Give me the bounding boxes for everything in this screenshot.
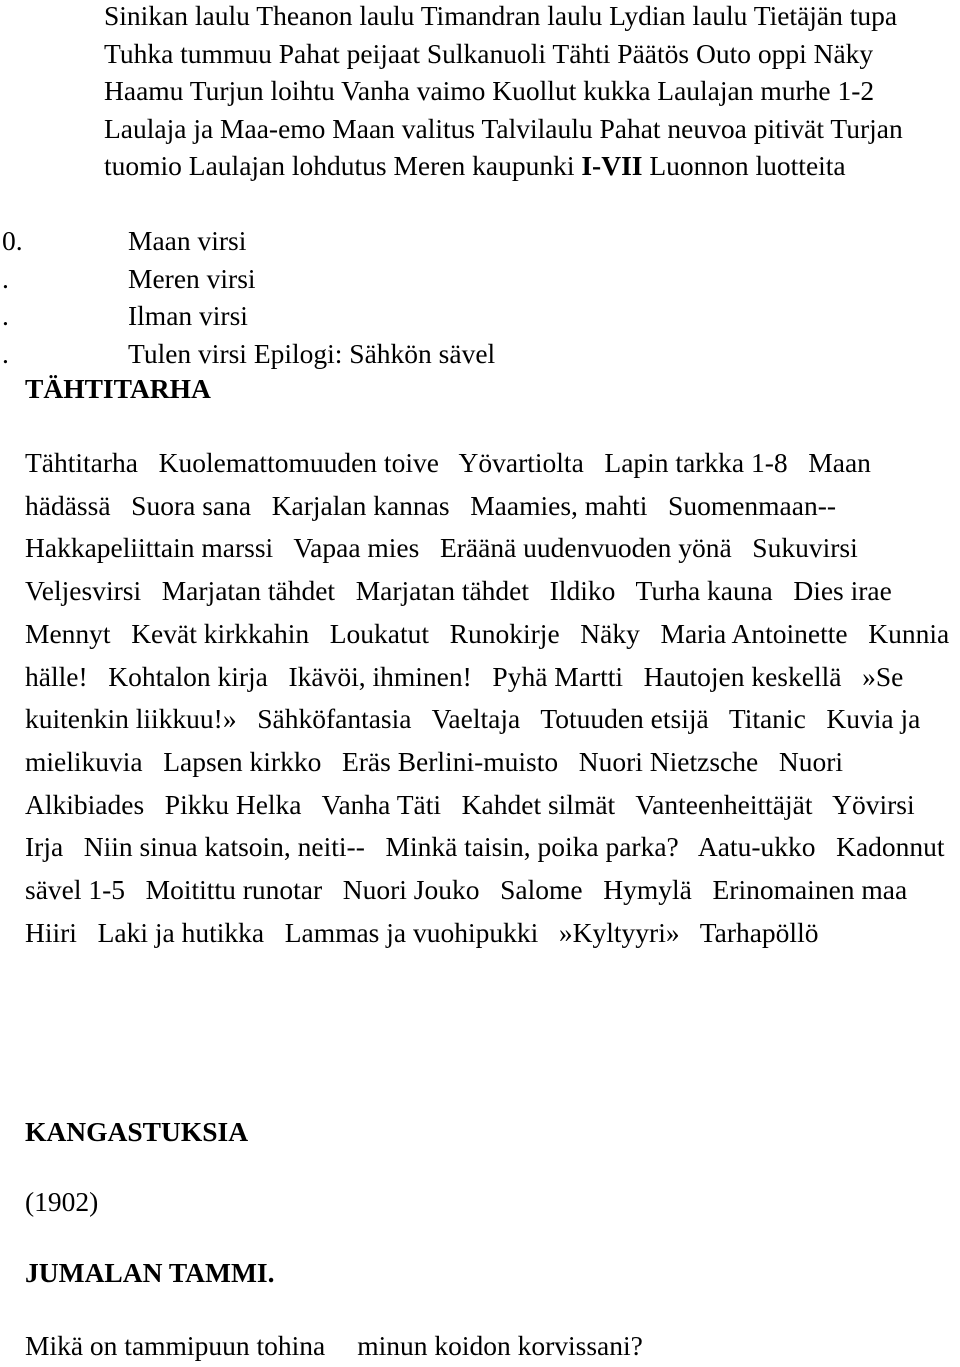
poem-title: Vaeltaja	[431, 703, 521, 735]
poem-title: Hakkapeliittain marssi	[25, 532, 274, 564]
poem-title: Marjatan tähdet	[161, 575, 336, 607]
poem-title: Mennyt	[25, 617, 111, 649]
list-item-number: .	[2, 337, 9, 369]
poem-title: Karjalan kannas	[271, 489, 450, 521]
section-heading-kangastuksia: KANGASTUKSIA	[25, 1116, 249, 1147]
poem-title: Hiiri	[25, 916, 77, 948]
intro-paragraph	[104, 0, 954, 185]
poem-title: Turha kauna	[635, 575, 773, 607]
poem-first-line	[25, 1330, 643, 1362]
publication-year: (1902)	[25, 1186, 99, 1217]
poem-title: Pikku Helka	[164, 788, 302, 820]
section-heading-tahtitarha: TÄHTITARHA	[25, 373, 211, 404]
intro-bold-numerals: I-VII	[581, 150, 643, 181]
poem-title: Dies irae	[793, 575, 892, 607]
poem-title: Nuori Nietzsche	[578, 745, 759, 777]
poem-title: Aatu-ukko	[697, 831, 816, 863]
poem-title: Kunnia hälle!	[25, 617, 957, 692]
list-item-text: Ilman virsi	[128, 300, 248, 331]
poem-line-part-1: Mikä on tammipuun tohina	[25, 1330, 326, 1361]
poem-title: Sähköfantasia	[257, 703, 412, 735]
poem-title: Hymylä	[603, 874, 692, 906]
poem-title: Ildiko	[549, 575, 616, 607]
poem-title: Vanha Täti	[321, 788, 442, 820]
poem-title: Runokirje	[449, 617, 560, 649]
poem-title: »Kyltyyri»	[558, 916, 680, 948]
poem-title: Minkä taisin, poika parka?	[385, 831, 679, 863]
poem-title: Maamies, mahti	[470, 489, 648, 521]
poem-title: Eräänä uudenvuoden yönä	[439, 532, 732, 564]
poem-title: Kuolemattomuuden toive	[158, 447, 439, 478]
poem-title: Eräs Berlini-muisto	[341, 745, 559, 777]
intro-text-start: Sinikan laulu Theanon laulu Timandran laulu Lydian laulu Tietäjän tupa Tuhka tummuu Pahat peijaat Sulkanuoli Tähti Päätös Outo oppi Näky Haamu Turjun loihtu Vanha vaimo Kuollut kukka Laulajan murhe 1-2 Laulaja ja Maa-emo Maan valitus Talvilaulu Pahat neuvoa pitivät Turjan tuomio Laulajan lohdutus Meren kaupunki	[104, 0, 903, 181]
poem-title: Salome	[500, 874, 583, 906]
poem-title: Tarhapöllö	[699, 916, 819, 948]
list-item-text: Meren virsi	[128, 262, 256, 294]
poem-title: Marjatan tähdet	[355, 575, 530, 607]
poem-title: Yövartiolta	[458, 447, 584, 478]
list-item-text: Maan virsi	[128, 225, 247, 256]
poem-title: Maan hädässä	[25, 447, 878, 521]
poem-line-part-2: minun koidon korvissani?	[357, 1330, 643, 1361]
list-item-number: 0.	[2, 225, 23, 256]
poem-title: Ikävöi, ihminen!	[288, 660, 472, 692]
poem-title: Pyhä Martti	[492, 660, 624, 692]
poem-title: Kohtalon kirja	[108, 660, 268, 692]
poem-title: Vanteenheittäjät	[635, 788, 813, 820]
poem-title: Loukatut	[329, 617, 430, 649]
poem-title: Sukuvirsi	[752, 532, 858, 564]
list-item-number: .	[2, 262, 9, 294]
poem-title: Lapin tarkka 1-8	[604, 447, 788, 478]
poem-title: Irja	[25, 831, 64, 863]
poem-title: Laki ja hutikka	[97, 916, 265, 948]
poem-title: Titanic	[728, 703, 806, 735]
poem-title: Veljesvirsi	[25, 575, 142, 607]
poem-title: Moitittu runotar	[145, 874, 323, 906]
poem-title: Kuvia ja mielikuvia	[25, 703, 928, 777]
poem-title-list	[25, 442, 960, 954]
poem-title: Niin sinua katsoin, neiti--	[83, 831, 365, 863]
poem-title: Kahdet silmät	[461, 788, 616, 820]
poem-title: Näky	[580, 617, 640, 649]
list-item-number: .	[2, 300, 9, 331]
poem-title: Nuori Jouko	[342, 874, 480, 906]
poem-title: »Se kuitenkin liikkuu!»	[25, 660, 911, 735]
poem-title: Tähtitarha	[25, 447, 138, 478]
poem-title: Yövirsi	[832, 788, 915, 820]
poem-title: Nuori Alkibiades	[25, 745, 849, 820]
poem-title: Lapsen kirkko	[163, 745, 322, 777]
poem-title: Kevät kirkkahin	[131, 617, 310, 649]
poem-title: Maria Antoinette	[660, 617, 848, 649]
intro-text-end: Luonnon luotteita	[642, 150, 846, 181]
poem-title: Vapaa mies	[293, 532, 420, 564]
poem-title: Suomenmaan--	[668, 489, 837, 521]
poem-title: Totuuden etsijä	[540, 703, 709, 735]
poem-title: Kadonnut sävel 1-5	[25, 831, 952, 906]
poem-title: Hautojen keskellä	[643, 660, 842, 692]
poem-heading-jumalan-tammi: JUMALAN TAMMI.	[25, 1257, 275, 1288]
poem-title: Suora sana	[131, 489, 252, 521]
poem-title: Erinomainen maa	[712, 874, 908, 906]
poem-title: Lammas ja vuohipukki	[284, 916, 539, 948]
list-item-text: Tulen virsi Epilogi: Sähkön sävel	[128, 337, 496, 369]
